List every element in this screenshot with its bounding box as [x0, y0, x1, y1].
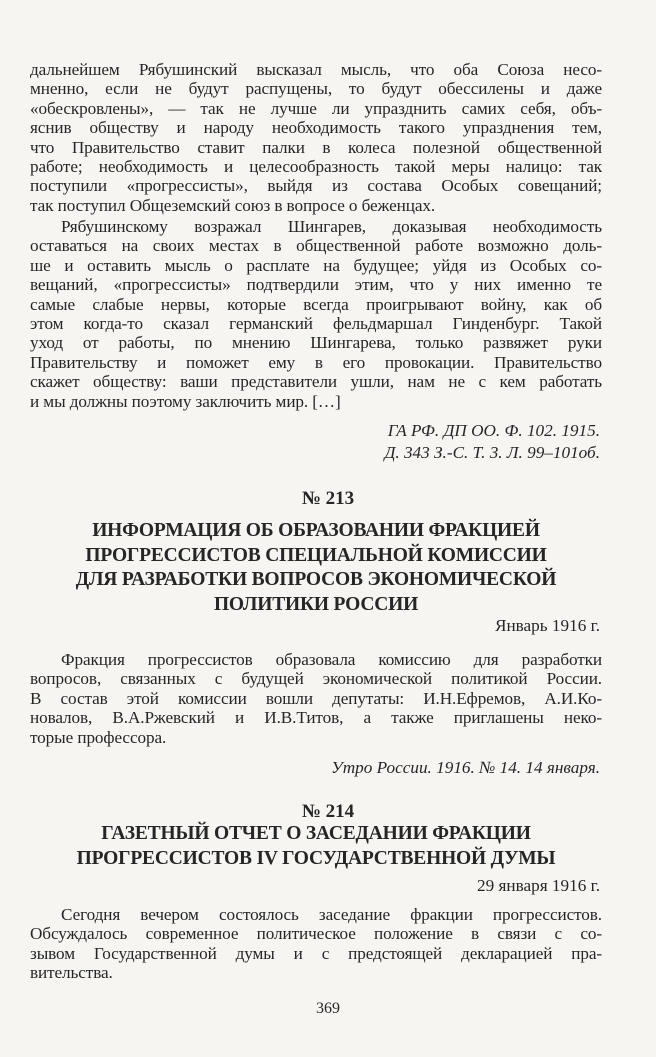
text-line: так поступил Общеземский союз в вопросе о беженцах.	[30, 195, 436, 215]
text-line: «обескровлены», — так не лучше ли упразднить самих себя, объ-	[30, 98, 602, 118]
paragraph-session	[30, 905, 602, 983]
document-title-213	[30, 519, 602, 617]
text-line: вительства.	[30, 963, 113, 983]
text-line: Обсуждалось современное политическое положение в связи с со-	[30, 924, 602, 944]
text-line: Фракция прогрессистов образовала комиссию для разработки	[61, 650, 602, 669]
text-line: скажет обществу: ваши представители ушли, нам не с кем работать	[30, 372, 602, 392]
text-line: вопросов, связанных с будущей экономической политикой России.	[30, 669, 602, 689]
text-line: Сегодня вечером состоялось заседание фракции прогрессистов.	[61, 905, 602, 924]
text-line: новалов, В.А.Ржевский и И.В.Титов, а также приглашены неко-	[30, 708, 602, 728]
document-number-213: № 213	[301, 488, 355, 509]
text-line: этом когда-то сказал германский фельдмаршал Гинденбург. Такой	[30, 313, 602, 333]
text-line: Правительству и поможет ему в его провокации. Правительство	[30, 352, 602, 372]
citation-line: ГА РФ. ДП ОО. Ф. 102. 1915.	[387, 421, 600, 440]
text-line: Рябушинскому возражал Шингарев, доказывая необходимость	[61, 217, 602, 236]
text-line: зывом Государственной думы и с предстоящей декларацией пра-	[30, 943, 602, 963]
document-title-214	[30, 822, 602, 871]
text-line: торые профессора.	[30, 727, 167, 747]
text-line: ше и оставить мысль о расплате на будущее; уйдя из Особых со-	[30, 255, 602, 275]
title-line: ДЛЯ РАЗРАБОТКИ ВОПРОСОВ ЭКОНОМИЧЕСКОЙ	[75, 569, 557, 591]
title-line: ИНФОРМАЦИЯ ОБ ОБРАЗОВАНИИ ФРАКЦИЕЙ	[92, 520, 540, 541]
paragraph-commission	[30, 650, 602, 747]
text-line: В состав этой комиссии вошли депутаты: И.Н.Ефремов, А.И.Ко-	[30, 688, 602, 708]
text-line: мненно, если не будут распущены, то будут обессилены и даже	[30, 79, 602, 99]
text-line: дальнейшем Рябушинский высказал мысль, что оба Союза несо-	[30, 60, 602, 79]
newspaper-citation: Утро России. 1916. № 14. 14 января.	[331, 758, 600, 777]
text-line: вещаний, «прогрессисты» подтвердили этим, что у них именно те	[30, 275, 602, 295]
page-number: 369	[316, 1000, 340, 1017]
title-line: ПОЛИТИКИ РОССИИ	[213, 593, 419, 615]
paragraph-rjabushinsky	[30, 60, 602, 215]
title-line: ГАЗЕТНЫЙ ОТЧЕТ О ЗАСЕДАНИИ ФРАКЦИИ	[101, 823, 531, 844]
text-line: и мы должны поэтому заключить мир. […]	[30, 391, 341, 411]
paragraph-shingarev	[30, 217, 602, 411]
text-line: поступили «прогрессисты», выйдя из состава Особых совещаний;	[30, 176, 602, 196]
document-date-214: 29 января 1916 г.	[477, 876, 600, 895]
text-line: яснив обществу и народу необходимость такого упразднения тем,	[30, 118, 602, 138]
citation-line: Д. 343 З.-С. Т. 3. Л. 99–101об.	[384, 443, 600, 462]
text-line: работе; необходимость и целесообразность такой меры налицо: так	[30, 156, 602, 176]
archive-citation	[384, 420, 600, 464]
document-number-214: № 214	[301, 801, 355, 822]
text-line: что Правительство ставит палки в колеса полезной общественной	[30, 137, 602, 157]
title-line: ПРОГРЕССИСТОВ СПЕЦИАЛЬНОЙ КОМИССИИ	[85, 544, 547, 566]
text-line: уход от работы, по мнению Шингарева, только развяжет руки	[30, 333, 602, 353]
text-line: самые слабые нервы, которые всегда проигрывают войну, как об	[30, 294, 602, 314]
title-line: ПРОГРЕССИСТОВ IV ГОСУДАРСТВЕННОЙ ДУМЫ	[76, 847, 556, 869]
text-line: оставаться на своих местах в общественной работе возможно доль-	[30, 236, 602, 256]
document-date-213: Январь 1916 г.	[495, 616, 600, 635]
